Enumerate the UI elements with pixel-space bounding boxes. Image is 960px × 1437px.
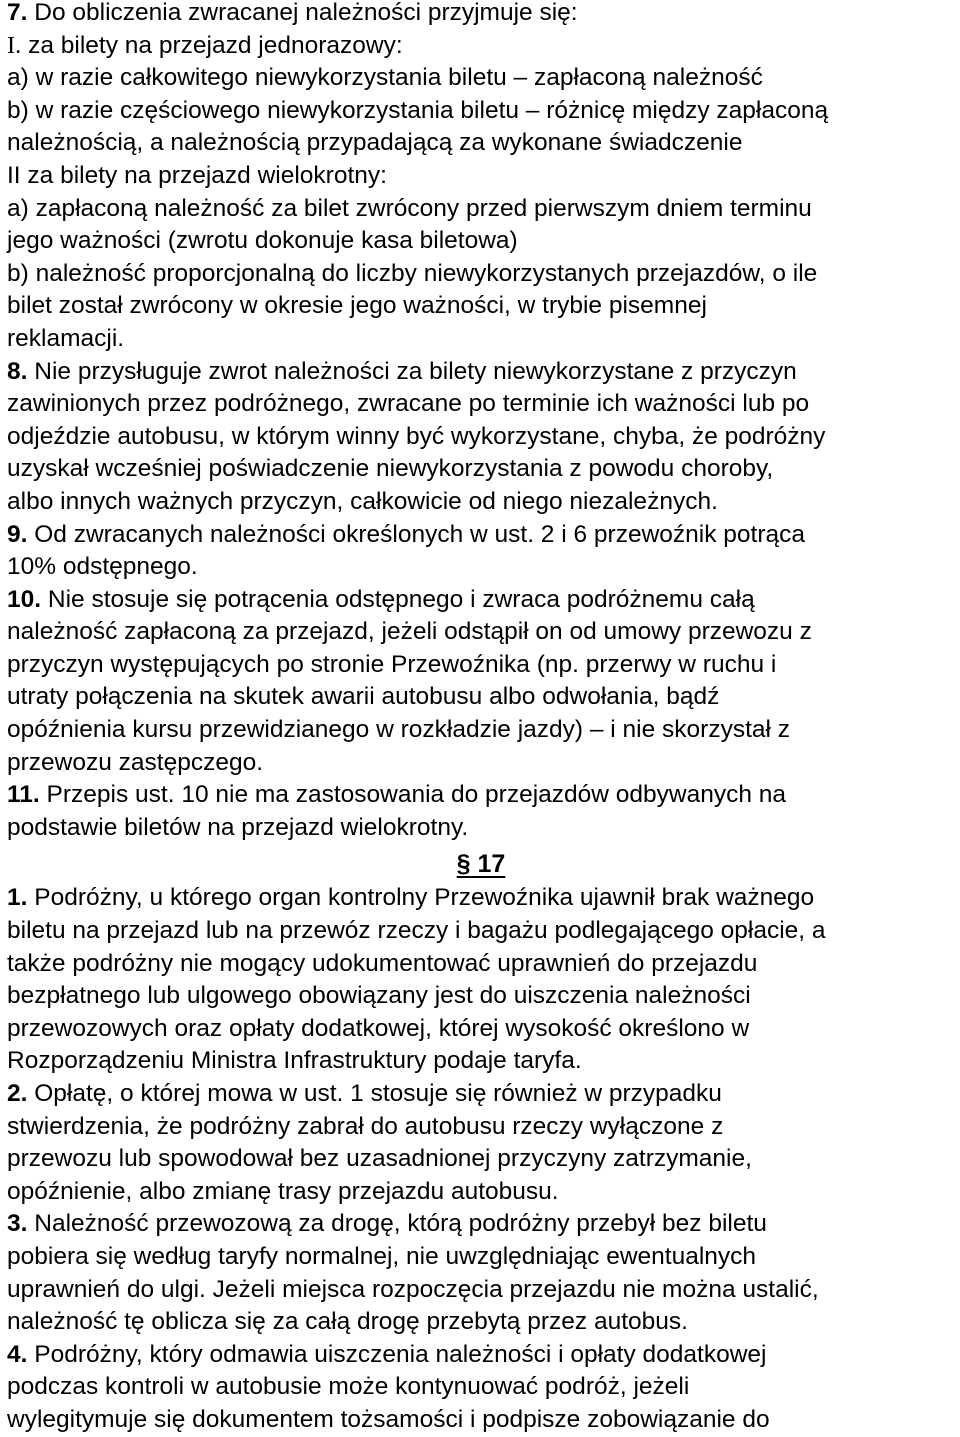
- text-line: b) w razie częściowego niewykorzystania biletu – różnicę między zapłaconą: [7, 96, 829, 124]
- paragraph-7-II-a: [7, 193, 955, 258]
- text-line: należnością, a należnością przypadającą za wykonane świadczenie: [7, 129, 743, 157]
- paragraph-7-section-I: [7, 30, 955, 63]
- text-line: Rozporządzeniu Ministra Infrastruktury podaje taryfa.: [7, 1047, 582, 1075]
- text-line: biletu na przejazd lub na przewóz rzeczy i bagażu podlegającego opłacie, a: [7, 917, 826, 945]
- text-line: zawinionych przez podróżnego, zwracane po terminie ich ważności lub po: [7, 390, 810, 418]
- document-page: [7, 0, 955, 1437]
- text-line: [7, 779, 955, 812]
- paragraph-number: 2.: [7, 1080, 28, 1107]
- text-line: opóźnienie, albo zmianę trasy przejazdu autobusu.: [7, 1177, 559, 1205]
- text-line: [7, 584, 955, 617]
- text-line: opóźnienia kursu przewidzianego w rozkładzie jazdy) – i nie skorzystał z: [7, 716, 791, 744]
- text-line: stwierdzenia, że podróżny zabrał do autobusu rzeczy wyłączone z: [7, 1112, 724, 1140]
- line-text: Opłatę, o której mowa w ust. 1 stosuje się również w przypadku: [34, 1080, 722, 1107]
- text-line: [7, 882, 955, 915]
- line-text: Nie przysługuje zwrot należności za bilety niewykorzystane z przyczyn: [34, 357, 797, 385]
- text-line: wylegitymuje się dokumentem tożsamości i podpisze zobowiązanie do: [7, 1405, 770, 1433]
- text-line: przewozowych oraz opłaty dodatkowej, której wysokość określono w: [7, 1014, 750, 1042]
- text-line: reklamacji.: [7, 324, 125, 352]
- line-text: Podróżny, u którego organ kontrolny Przewoźnika ujawnił brak ważnego: [34, 884, 815, 912]
- paragraph-number: 8.: [7, 357, 28, 385]
- text-line: przewozu zastępczego.: [7, 748, 264, 776]
- paragraph-9: [7, 519, 955, 584]
- text-line: uzyskał wcześniej poświadczenie niewykorzystania z powodu choroby,: [7, 455, 774, 483]
- text-line: [7, 1208, 955, 1241]
- line-text: Należność przewozową za drogę, którą podróżny przebył bez biletu: [34, 1210, 767, 1238]
- text-line: także podróżny nie mogący udokumentować uprawnień do przejazdu: [7, 949, 758, 977]
- paragraph-7-II-b: [7, 258, 955, 356]
- section-17-paragraph-3: [7, 1208, 955, 1338]
- text-line: podczas kontroli w autobusie może kontynuować podróż, jeżeli: [7, 1373, 690, 1401]
- section-17-paragraph-4: [7, 1339, 955, 1437]
- text-line: należność tę oblicza się za całą drogę przebytą przez autobus.: [7, 1308, 688, 1336]
- text-line: a) zapłaconą należność za bilet zwrócony przed pierwszym dniem terminu: [7, 194, 812, 222]
- text-line: [7, 0, 955, 30]
- text-line: a) w razie całkowitego niewykorzystania biletu – zapłaconą należność: [7, 64, 763, 92]
- text-line: utraty połączenia na skutek awarii autobusu albo odwołania, bądź: [7, 683, 720, 711]
- text-line: 10% odstępnego.: [7, 553, 198, 581]
- text-line: albo innych ważnych przyczyn, całkowicie od niego niezależnych.: [7, 487, 718, 515]
- text-line: [7, 356, 955, 389]
- paragraph-number: 3.: [7, 1210, 28, 1238]
- paragraph-number: 7.: [7, 0, 28, 26]
- paragraph-number: 4.: [7, 1340, 28, 1368]
- line-text: Podróżny, który odmawia uiszczenia należności i opłaty dodatkowej: [34, 1340, 767, 1368]
- paragraph-8: [7, 356, 955, 519]
- paragraph-number: 9.: [7, 520, 28, 548]
- text-line: II za bilety na przejazd wielokrotny:: [7, 161, 387, 189]
- text-line: podstawie biletów na przejazd wielokrotny.: [7, 813, 469, 841]
- text-line: [7, 30, 955, 63]
- text-line: [7, 519, 955, 552]
- line-text: Od zwracanych należności określonych w ust. 2 i 6 przewoźnik potrąca: [34, 520, 805, 548]
- text-line: pobiera się według taryfy normalnej, nie uwzględniając ewentualnych: [7, 1242, 757, 1270]
- roman-numeral: I.: [7, 31, 22, 59]
- paragraph-7-I-b: [7, 95, 955, 160]
- paragraph-number: 1.: [7, 884, 28, 912]
- section-17-paragraph-2: [7, 1078, 955, 1208]
- text-line: b) należność proporcjonalną do liczby niewykorzystanych przejazdów, o ile: [7, 259, 818, 287]
- paragraph-11: [7, 779, 955, 844]
- line-text: za bilety na przejazd jednorazowy:: [28, 31, 403, 59]
- paragraph-7-I-a: [7, 62, 955, 95]
- section-heading-text: § 17: [456, 850, 506, 879]
- paragraph-7-section-II: [7, 160, 955, 193]
- text-line: uprawnień do ulgi. Jeżeli miejsca rozpoczęcia przejazdu nie można ustalić,: [7, 1275, 819, 1303]
- text-line: jego ważności (zwrotu dokonuje kasa biletowa): [7, 227, 518, 255]
- paragraph-10: [7, 584, 955, 780]
- text-line: należność zapłaconą za przejazd, jeżeli odstąpił on od umowy przewozu z: [7, 618, 812, 646]
- text-line: bezpłatnego lub ulgowego obowiązany jest do uiszczenia należności: [7, 982, 751, 1010]
- paragraph-number: 10.: [7, 585, 42, 613]
- paragraph-number: 11.: [7, 781, 40, 809]
- text-line: [7, 1339, 955, 1372]
- line-text: Nie stosuje się potrącenia odstępnego i zwraca podróżnemu całą: [47, 585, 755, 613]
- text-line: bilet został zwrócony w okresie jego ważności, w trybie pisemnej: [7, 292, 707, 320]
- text-line: przewozu lub spowodował bez uzasadnionej przyczyny zatrzymanie,: [7, 1145, 752, 1173]
- line-text: Do obliczenia zwracanej należności przyjmuje się:: [34, 0, 578, 26]
- text-line: [7, 1078, 955, 1111]
- section-heading: [7, 844, 955, 882]
- line-text: Przepis ust. 10 nie ma zastosowania do przejazdów odbywanych na: [46, 781, 787, 809]
- section-17-paragraph-1: [7, 882, 955, 1078]
- paragraph-7: [7, 0, 955, 30]
- text-line: przyczyn występujących po stronie Przewoźnika (np. przerwy w ruchu i: [7, 650, 777, 678]
- text-line: odjeździe autobusu, w którym winny być wykorzystane, chyba, że podróżny: [7, 422, 826, 450]
